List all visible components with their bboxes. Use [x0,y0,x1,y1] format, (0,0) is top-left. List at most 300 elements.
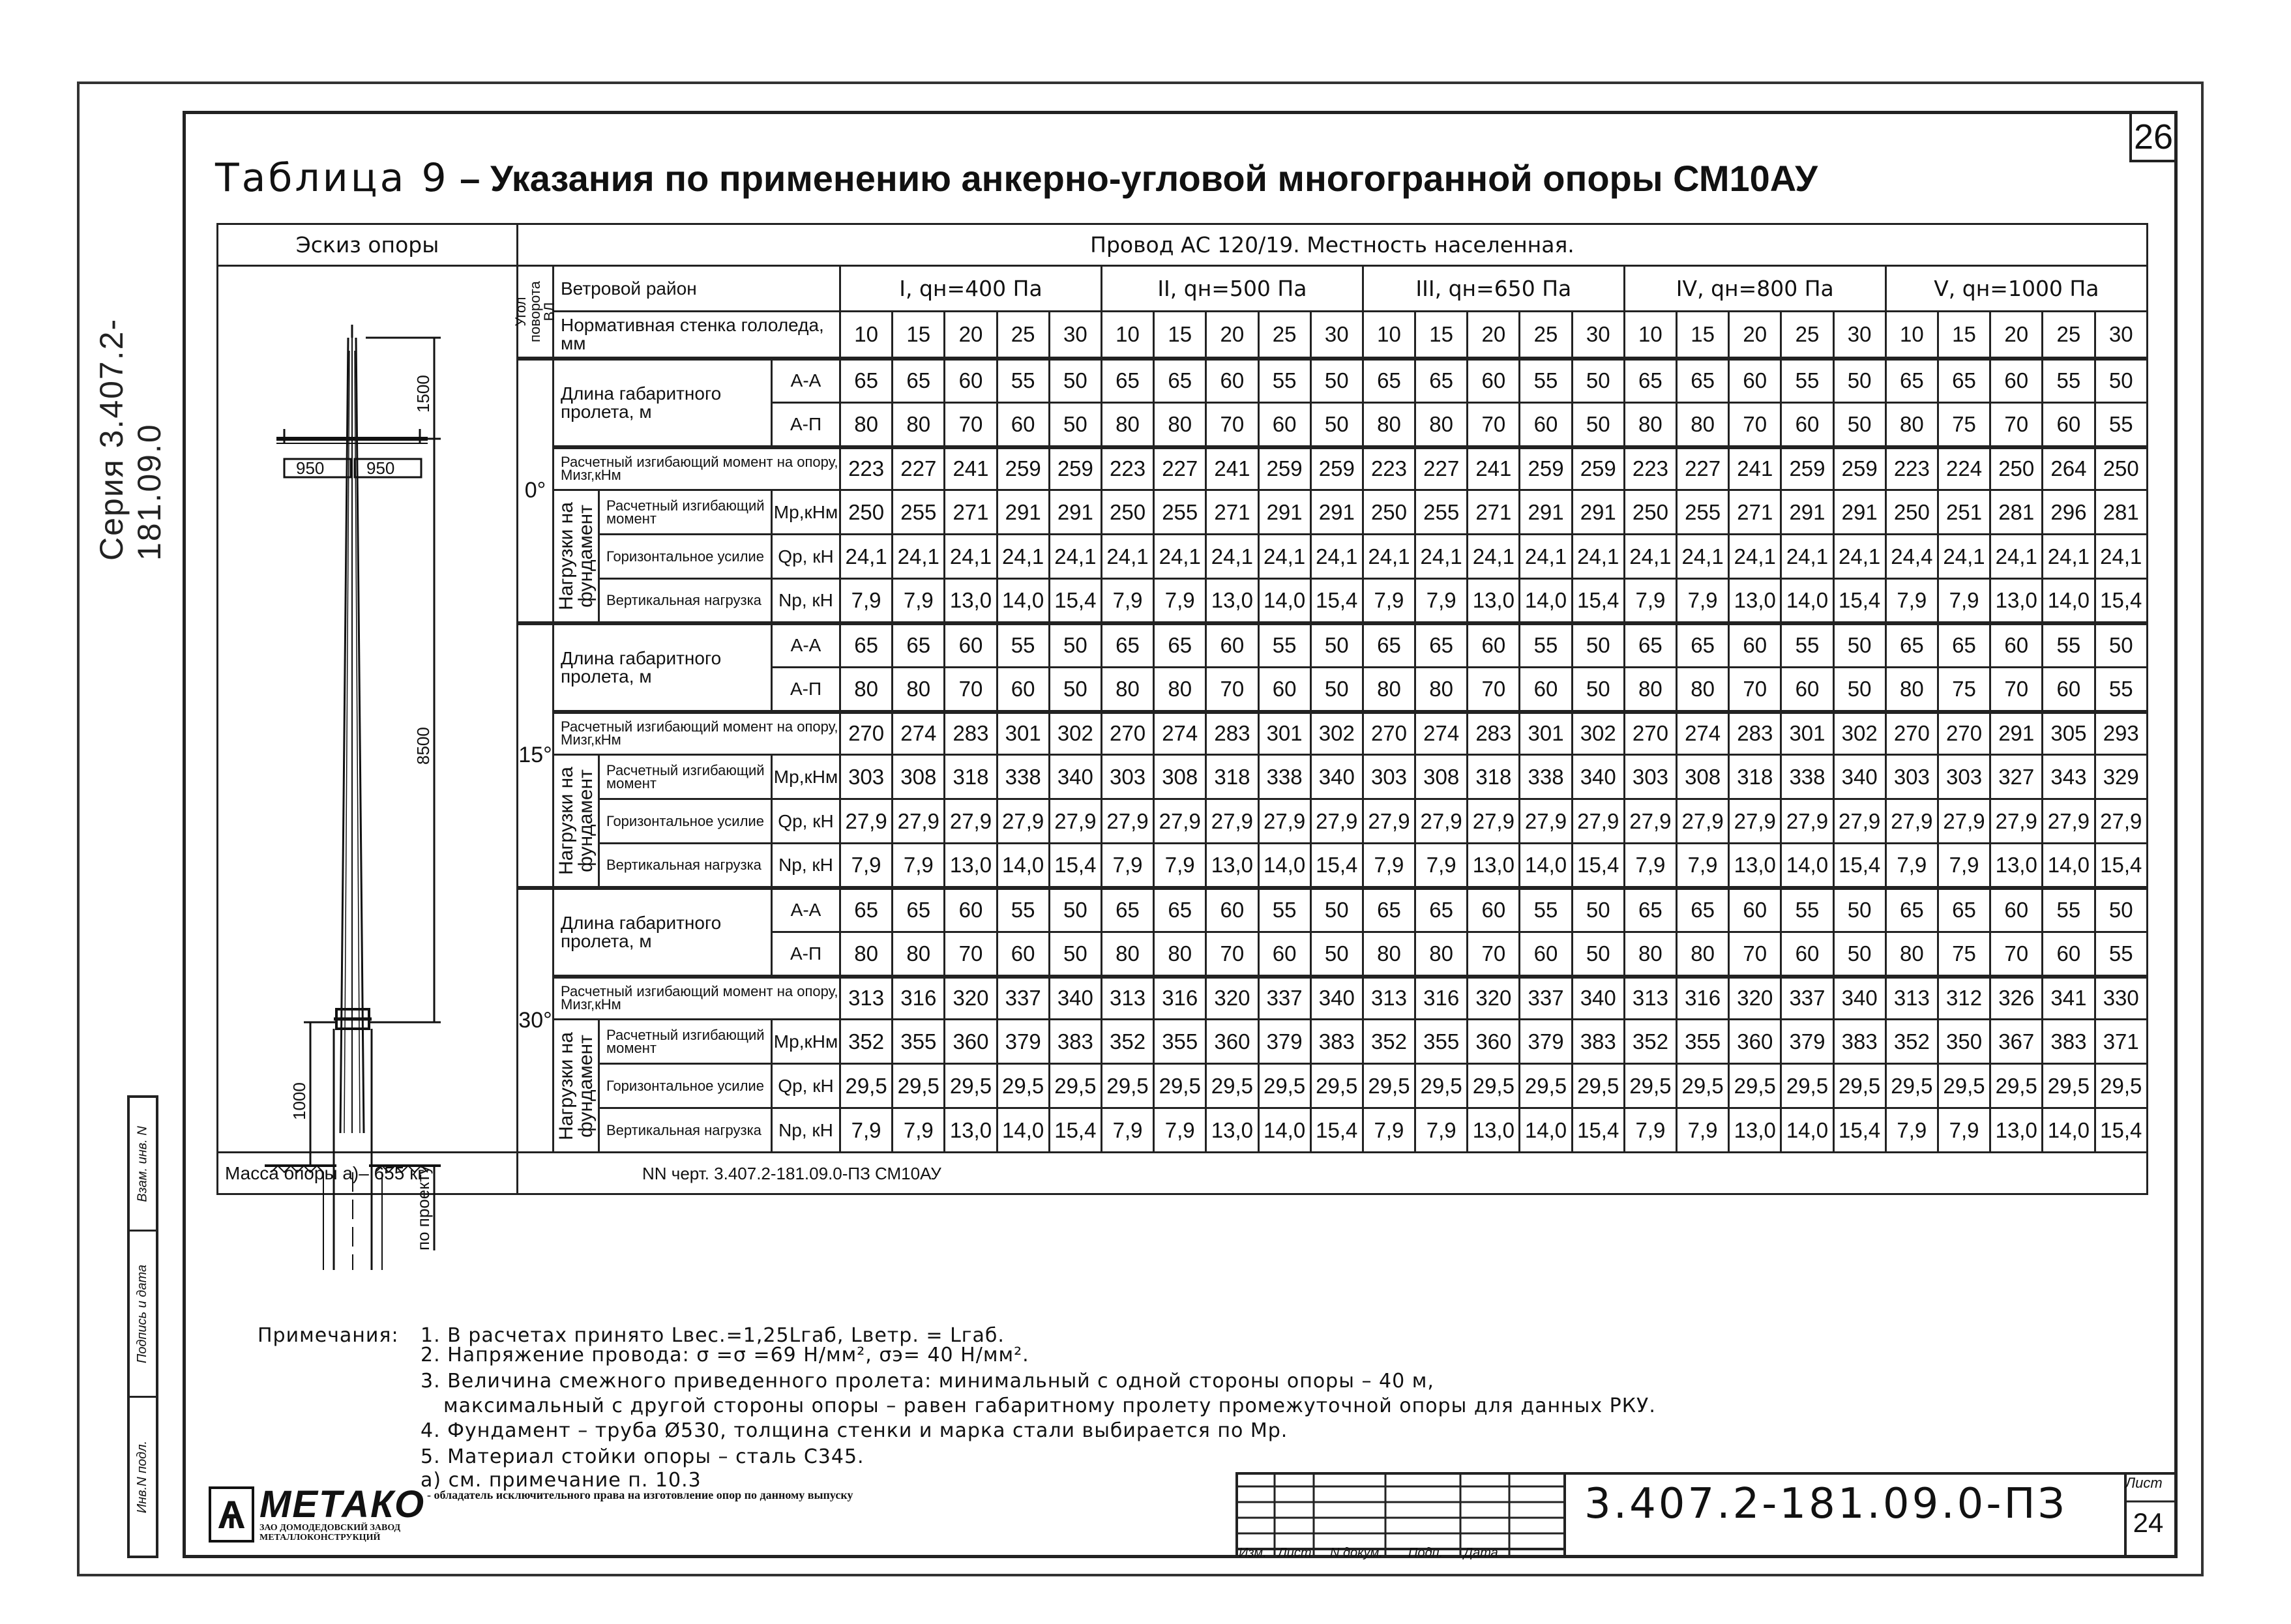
moment-value: 274 [893,712,945,755]
moment-value: 341 [2043,977,2095,1020]
span-aa-value: 50 [1572,888,1624,932]
span-ap-value: 80 [1885,668,1938,712]
span-aa-value: 50 [1572,623,1624,668]
span-aa-value: 65 [1938,888,1990,932]
ice-value: 25 [1520,312,1572,359]
span-aa-value: 65 [1938,623,1990,668]
span-ap-value: 50 [1049,668,1101,712]
moment-value: 224 [1938,447,1990,490]
f_vert-value: 13,0 [1206,844,1258,888]
f_horiz-value: 27,9 [1101,799,1153,844]
span-aa-value: 65 [893,623,945,668]
f_moment-value: 255 [1677,490,1729,535]
f_horiz-unit: Qр, кН [772,1064,840,1108]
f_horiz-value: 29,5 [1938,1064,1990,1108]
moment-value: 302 [1310,712,1363,755]
wind-region-4: IV, qн=800 Па [1624,266,1885,312]
span-ap-value: 70 [1729,932,1781,977]
span-aa-value: 55 [2043,623,2095,668]
logo-subtitle: ЗАО ДОМОДЕДОВСКИЙ ЗАВОД МЕТАЛЛОКОНСТРУКЦИЙ [259,1523,401,1543]
f_horiz-value: 24,1 [1677,535,1729,579]
f_vert-value: 14,0 [2043,1108,2095,1153]
f_moment-value: 360 [1468,1020,1520,1064]
f_moment-value: 352 [1101,1020,1153,1064]
f_moment-value: 360 [1729,1020,1781,1064]
f_vert-value: 15,4 [1572,579,1624,623]
span-ap-value: 80 [1101,668,1153,712]
moment-value: 227 [1677,447,1729,490]
wind-region-3: III, qн=650 Па [1363,266,1624,312]
span-ap-value: 60 [1520,932,1572,977]
main-header: Провод АС 120/19. Местность населенная. [518,224,2148,266]
f_horiz-value: 29,5 [1101,1064,1153,1108]
span-ap-value: 80 [1677,668,1729,712]
f_horiz-label: Горизонтальное усилие [599,799,772,844]
moment-value: 337 [1781,977,1833,1020]
f_vert-value: 7,9 [1363,579,1415,623]
f_vert-value: 7,9 [1885,844,1938,888]
f_vert-value: 7,9 [1101,844,1153,888]
note-1: 1. В расчетах принято Lвес.=1,25Lгаб, Lветр. = Lгаб. [421,1324,1005,1347]
span-ap-value: 80 [1885,932,1938,977]
f_moment-value: 303 [1363,755,1415,799]
span-aa-value: 50 [1833,359,1885,403]
f_vert-value: 15,4 [1833,844,1885,888]
span-ap-value: 50 [1833,932,1885,977]
f_moment-value: 367 [1990,1020,2043,1064]
f_vert-value: 7,9 [1154,844,1206,888]
tb-col-date: Дата [1464,1546,1498,1560]
span-aa-value: 60 [1729,623,1781,668]
f_vert-value: 14,0 [997,579,1049,623]
ice-value: 25 [2043,312,2095,359]
f_horiz-value: 27,9 [1677,799,1729,844]
f_moment-value: 379 [997,1020,1049,1064]
title-text: – Указания по применению анкерно-угловой многогранной опоры СМ10АУ [460,158,1818,199]
moment-value: 250 [1990,447,2043,490]
span-ap-value: 80 [893,668,945,712]
f_horiz-value: 29,5 [1781,1064,1833,1108]
span-ap-value: 75 [1938,668,1990,712]
f_vert-value: 15,4 [1049,844,1101,888]
f_moment-value: 303 [1938,755,1990,799]
span-ap-value: 70 [1206,668,1258,712]
pole-sketch [219,273,516,1250]
f_vert-value: 14,0 [1781,1108,1833,1153]
mass-label: Масса опоры а)– 655 кг [218,1153,518,1194]
f_vert-value: 7,9 [893,1108,945,1153]
f_horiz-value: 24,1 [1572,535,1624,579]
f_moment-value: 379 [1258,1020,1310,1064]
span-aa-value: 60 [1468,623,1520,668]
f_horiz-value: 24,1 [1468,535,1520,579]
span-aa-value: 65 [1363,623,1415,668]
f_vert-value: 15,4 [1310,1108,1363,1153]
f_horiz-value: 27,9 [1990,799,2043,844]
f_vert-value: 7,9 [1885,1108,1938,1153]
f_vert-value: 13,0 [945,844,997,888]
f_horiz-value: 29,5 [997,1064,1049,1108]
tb-col-doc: N докум. [1330,1546,1383,1560]
f_moment-value: 383 [1310,1020,1363,1064]
f_moment-value: 271 [1206,490,1258,535]
f_vert-value: 7,9 [1415,844,1468,888]
dim-950-right: 950 [366,458,395,478]
span-ap-value: 70 [1468,668,1520,712]
angle-1: 15° [518,623,554,888]
f_vert-value: 14,0 [1258,844,1310,888]
notes-heading: Примечания: [258,1324,399,1347]
f_horiz-value: 27,9 [1468,799,1520,844]
f_moment-value: 379 [1520,1020,1572,1064]
f_vert-value: 14,0 [1258,1108,1310,1153]
moment-label: Расчетный изгибающий момент на опору, Мизг,кНм [554,977,840,1020]
f_moment-value: 360 [945,1020,997,1064]
moment-value: 313 [840,977,893,1020]
f_horiz-value: 24,1 [1363,535,1415,579]
span-ap-value: 80 [1415,668,1468,712]
f_moment-value: 255 [893,490,945,535]
f_vert-value: 15,4 [1049,579,1101,623]
f_moment-value: 281 [2095,490,2147,535]
f_horiz-value: 29,5 [893,1064,945,1108]
moment-value: 259 [1520,447,1572,490]
moment-value: 270 [1624,712,1676,755]
f_horiz-value: 29,5 [1415,1064,1468,1108]
f_moment-value: 338 [1258,755,1310,799]
f_vert-value: 7,9 [840,579,893,623]
f_horiz-value: 29,5 [2043,1064,2095,1108]
f_vert-value: 13,0 [945,1108,997,1153]
span-ap-value: 70 [1990,932,2043,977]
span-aa-value: 55 [997,623,1049,668]
span-ap-value: 80 [1624,668,1676,712]
f_vert-value: 14,0 [2043,844,2095,888]
company-logo [209,1483,426,1545]
moment-value: 241 [1729,447,1781,490]
f_horiz-value: 29,5 [1468,1064,1520,1108]
moment-value: 270 [840,712,893,755]
span-ap-value: 80 [840,668,893,712]
ice-value: 10 [840,312,893,359]
f_moment-unit: Мр,кНм [772,755,840,799]
span-aa-value: 60 [1206,359,1258,403]
f_moment-value: 250 [1101,490,1153,535]
f_moment-value: 355 [893,1020,945,1064]
f_moment-unit: Мр,кНм [772,1020,840,1064]
f_horiz-value: 29,5 [945,1064,997,1108]
f_moment-value: 340 [1833,755,1885,799]
moment-value: 241 [1206,447,1258,490]
f_moment-value: 352 [840,1020,893,1064]
f_vert-value: 14,0 [1520,579,1572,623]
span-ap-value: 60 [997,403,1049,447]
f_vert-unit: Nр, кН [772,844,840,888]
ice-value: 10 [1885,312,1938,359]
f_vert-value: 7,9 [1415,579,1468,623]
angle-2: 30° [518,888,554,1153]
f_moment-value: 250 [1363,490,1415,535]
span-ap-value: 60 [2043,668,2095,712]
span-ap-value: 60 [1520,668,1572,712]
foundation-label: Нагрузки на фундамент [554,490,599,623]
f_moment-value: 318 [1729,755,1781,799]
f_moment-value: 303 [1101,755,1153,799]
span-aa-value: 60 [1729,888,1781,932]
span-ap-value: 50 [1049,403,1101,447]
moment-value: 313 [1885,977,1938,1020]
span-ap-value: 80 [1101,932,1153,977]
f_horiz-value: 27,9 [1572,799,1624,844]
f_horiz-value: 27,9 [1258,799,1310,844]
f_horiz-value: 27,9 [2043,799,2095,844]
ice-value: 30 [1833,312,1885,359]
f_horiz-value: 27,9 [1624,799,1676,844]
f_vert-value: 7,9 [840,1108,893,1153]
f_horiz-value: 24,1 [1938,535,1990,579]
sketch-header: Эскиз опоры [218,224,518,266]
moment-value: 223 [1624,447,1676,490]
span-aa-value: 60 [1729,359,1781,403]
moment-value: 274 [1415,712,1468,755]
f_horiz-value: 27,9 [1938,799,1990,844]
span-ap-value: 70 [1468,403,1520,447]
span-ap-value: 60 [2043,932,2095,977]
span-aa-value: 55 [2043,359,2095,403]
f_moment-value: 291 [1781,490,1833,535]
span-aa-value: 50 [2095,888,2147,932]
note-2: 2. Напряжение провода: σ =σ =69 Н/мм², σэ= 40 Н/мм². [421,1344,1029,1366]
foundation-label: Нагрузки на фундамент [554,1020,599,1153]
span-aa-value: 65 [1885,623,1938,668]
f_moment-value: 291 [1258,490,1310,535]
f_vert-value: 14,0 [997,844,1049,888]
f_moment-label: Расчетный изгибающий момент [599,490,772,535]
span-aa-value: 65 [1363,359,1415,403]
f_horiz-label: Горизонтальное усилие [599,535,772,579]
f_vert-value: 7,9 [893,844,945,888]
document-code: 3.407.2-181.09.0-ПЗ [1584,1480,2067,1528]
f_moment-value: 352 [1885,1020,1938,1064]
span-aa-value: 60 [945,623,997,668]
span-aa-label: А-А [772,623,840,668]
span-aa-value: 55 [1781,888,1833,932]
moment-value: 270 [1938,712,1990,755]
series-label: Серия 3.407.2-181.09.0 [93,317,168,561]
f_horiz-value: 24,1 [1520,535,1572,579]
span-ap-value: 50 [1833,668,1885,712]
span-ap-value: 70 [1206,932,1258,977]
tb-col-list: Лист [1278,1546,1312,1560]
f_horiz-value: 29,5 [1990,1064,2043,1108]
f_vert-value: 13,0 [1468,579,1520,623]
span-aa-value: 65 [1885,359,1938,403]
moment-value: 326 [1990,977,2043,1020]
f_horiz-value: 27,9 [1206,799,1258,844]
f_moment-value: 379 [1781,1020,1833,1064]
span-ap-value: 70 [945,403,997,447]
f_moment-value: 281 [1990,490,2043,535]
span-ap-value: 80 [1154,668,1206,712]
span-aa-value: 55 [997,888,1049,932]
note-a: а) см. примечание п. 10.3 [421,1469,702,1492]
f_vert-value: 13,0 [1206,579,1258,623]
span-aa-value: 55 [1781,623,1833,668]
f_vert-value: 7,9 [1624,844,1676,888]
f_moment-value: 355 [1415,1020,1468,1064]
f_moment-value: 271 [1468,490,1520,535]
wind-region-1: I, qн=400 Па [840,266,1102,312]
moment-label: Расчетный изгибающий момент на опору, Мизг,кНм [554,447,840,490]
span-ap-value: 80 [1154,932,1206,977]
span-aa-value: 50 [1310,888,1363,932]
span-aa-value: 50 [1833,888,1885,932]
span-ap-value: 80 [840,403,893,447]
moment-value: 259 [1572,447,1624,490]
stamp-cell-inv: Инв.N подл. [135,1440,150,1513]
span-ap-value: 70 [1729,403,1781,447]
f_moment-value: 271 [945,490,997,535]
span-ap-value: 60 [997,932,1049,977]
f_horiz-value: 24,1 [1729,535,1781,579]
foundation-label: Нагрузки на фундамент [554,755,599,888]
span-aa-value: 60 [1468,888,1520,932]
f_vert-value: 13,0 [1990,844,2043,888]
span-aa-value: 50 [1833,623,1885,668]
span-ap-value: 80 [840,932,893,977]
f_vert-value: 15,4 [2095,844,2147,888]
span-aa-value: 65 [1101,888,1153,932]
span-aa-value: 65 [1624,359,1676,403]
ice-value: 15 [1154,312,1206,359]
ice-value: 10 [1624,312,1676,359]
f_moment-value: 291 [1310,490,1363,535]
f_horiz-value: 27,9 [2095,799,2147,844]
f_vert-value: 14,0 [1520,1108,1572,1153]
moment-value: 330 [2095,977,2147,1020]
moment-value: 223 [1363,447,1415,490]
ice-value: 15 [1938,312,1990,359]
span-ap-value: 80 [1415,932,1468,977]
f_horiz-value: 27,9 [1363,799,1415,844]
moment-value: 320 [945,977,997,1020]
f_moment-value: 255 [1154,490,1206,535]
span-aa-value: 65 [840,888,893,932]
span-aa-value: 50 [2095,623,2147,668]
moment-value: 337 [1520,977,1572,1020]
f_vert-value: 13,0 [1729,1108,1781,1153]
moment-value: 320 [1729,977,1781,1020]
ice-value: 10 [1363,312,1415,359]
span-aa-value: 60 [1468,359,1520,403]
f_moment-value: 355 [1677,1020,1729,1064]
f_horiz-value: 24,1 [840,535,893,579]
span-ap-value: 80 [1101,403,1153,447]
ice-value: 20 [1729,312,1781,359]
span-aa-value: 65 [1677,623,1729,668]
logo-emblem: Ѧ [209,1486,254,1543]
ice-value: 10 [1101,312,1153,359]
f_moment-value: 308 [1677,755,1729,799]
tb-col-sign: Подп. [1408,1546,1443,1560]
f_moment-value: 308 [1415,755,1468,799]
moment-value: 259 [1781,447,1833,490]
span-ap-value: 80 [893,403,945,447]
f_horiz-value: 29,5 [1310,1064,1363,1108]
f_vert-value: 7,9 [1154,579,1206,623]
f_vert-value: 7,9 [1363,1108,1415,1153]
f_horiz-value: 27,9 [1049,799,1101,844]
f_moment-value: 327 [1990,755,2043,799]
f_vert-value: 13,0 [1990,1108,2043,1153]
stamp-column [127,1095,158,1558]
f_moment-value: 329 [2095,755,2147,799]
span-aa-value: 50 [1310,623,1363,668]
span-ap-value: 80 [1885,403,1938,447]
f_horiz-value: 29,5 [840,1064,893,1108]
moment-value: 313 [1363,977,1415,1020]
span-aa-value: 65 [1677,359,1729,403]
ice-value: 30 [1049,312,1101,359]
span-ap-value: 80 [1363,403,1415,447]
f_horiz-value: 24,1 [945,535,997,579]
moment-value: 227 [1154,447,1206,490]
f_moment-value: 303 [1624,755,1676,799]
f_horiz-value: 29,5 [2095,1064,2147,1108]
span-ap-value: 50 [1833,403,1885,447]
wind-region-label: Ветровой район [554,266,840,312]
f_moment-value: 291 [1572,490,1624,535]
span-aa-value: 65 [1415,623,1468,668]
moment-value: 274 [1154,712,1206,755]
span-ap-value: 70 [945,668,997,712]
moment-value: 270 [1363,712,1415,755]
f_horiz-value: 29,5 [1729,1064,1781,1108]
span-ap-value: 75 [1938,932,1990,977]
span-aa-value: 65 [893,359,945,403]
f_horiz-value: 24,1 [1154,535,1206,579]
f_horiz-label: Горизонтальное усилие [599,1064,772,1108]
f_horiz-value: 24,1 [2043,535,2095,579]
f_horiz-value: 27,9 [1154,799,1206,844]
f_horiz-value: 27,9 [945,799,997,844]
span-aa-value: 65 [840,623,893,668]
moment-value: 270 [1885,712,1938,755]
f_horiz-value: 29,5 [1677,1064,1729,1108]
f_horiz-value: 27,9 [1833,799,1885,844]
moment-value: 301 [1781,712,1833,755]
moment-value: 283 [945,712,997,755]
f_vert-value: 15,4 [1833,1108,1885,1153]
span-aa-value: 55 [1520,623,1572,668]
moment-value: 340 [1049,977,1101,1020]
span-aa-value: 50 [1310,359,1363,403]
span-ap-value: 80 [1363,932,1415,977]
moment-value: 340 [1833,977,1885,1020]
f_moment-value: 291 [1833,490,1885,535]
span-ap-label: А-П [772,668,840,712]
note-5: 5. Материал стойки опоры – сталь С345. [421,1445,865,1468]
span-aa-value: 55 [1258,623,1310,668]
span-aa-value: 55 [2043,888,2095,932]
dim-950-left: 950 [296,458,325,478]
moment-value: 241 [945,447,997,490]
f_vert-value: 7,9 [1624,1108,1676,1153]
span-aa-value: 55 [1258,888,1310,932]
f_vert-value: 7,9 [1938,1108,1990,1153]
f_horiz-value: 29,5 [1206,1064,1258,1108]
span-aa-label: А-А [772,359,840,403]
